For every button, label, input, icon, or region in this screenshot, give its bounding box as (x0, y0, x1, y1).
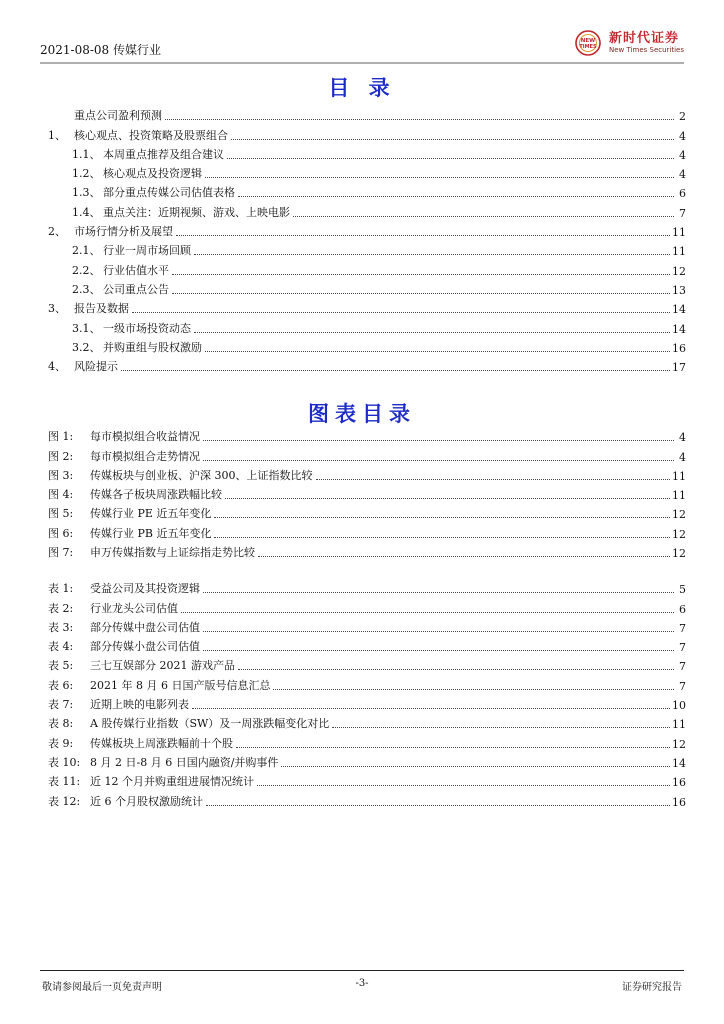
entry-title: 三七互娱部分 2021 游戏产品 (90, 659, 235, 673)
entry-number: 图 2: (48, 449, 74, 463)
table-entry[interactable] (48, 654, 686, 673)
dot-leader (227, 158, 674, 159)
entry-number: 表 7: (48, 698, 74, 712)
entry-page-number: 6 (679, 187, 686, 201)
entry-number: 表 9: (48, 736, 74, 750)
entry-page-number: 11 (672, 489, 686, 503)
toc-entry[interactable] (48, 239, 686, 258)
entry-page-number: 4 (679, 431, 686, 445)
dot-leader (203, 631, 674, 632)
entry-page-number: 7 (679, 641, 686, 655)
figures-title: 图表目录 (308, 401, 416, 426)
dot-leader (236, 747, 670, 748)
figures-list (48, 425, 686, 560)
dot-leader (257, 785, 670, 786)
dot-leader (172, 293, 670, 294)
entry-title: 并购重组与股权激励 (103, 340, 202, 354)
dot-leader (203, 460, 674, 461)
dot-leader (121, 370, 670, 371)
entry-title: 重点公司盈利预测 (74, 109, 162, 123)
entry-page-number: 11 (672, 718, 686, 732)
entry-title: 公司重点公告 (103, 282, 169, 296)
entry-title: 近期上映的电影列表 (90, 698, 189, 712)
entry-title: 8 月 2 日-8 月 6 日国内融资/并购事件 (90, 755, 279, 769)
dot-leader (225, 498, 670, 499)
entry-page-number: 4 (679, 450, 686, 464)
toc-entry[interactable] (48, 258, 686, 277)
table-entry[interactable] (48, 712, 686, 731)
entry-number: 图 3: (48, 468, 74, 482)
entry-page-number: 16 (672, 795, 686, 809)
entry-page-number: 12 (672, 508, 686, 522)
table-entry[interactable] (48, 673, 686, 692)
entry-page-number: 10 (672, 699, 686, 713)
entry-title: 核心观点、投资策略及股票组合 (74, 128, 228, 142)
entry-page-number: 12 (672, 264, 686, 278)
company-logo (571, 28, 684, 58)
dot-leader (132, 312, 670, 313)
entry-page-number: 4 (679, 168, 686, 182)
toc-entry[interactable] (48, 143, 686, 162)
entry-page-number: 7 (679, 679, 686, 693)
toc-title: 目 录 (328, 75, 396, 100)
dot-leader (194, 332, 670, 333)
figure-entry[interactable] (48, 502, 686, 521)
dot-leader (238, 196, 674, 197)
entry-number: 表 5: (48, 659, 74, 673)
table-entry[interactable] (48, 577, 686, 596)
entry-number: 1.1、 (72, 147, 101, 161)
entry-number: 2、 (48, 225, 66, 239)
entry-title: 部分重点传媒公司估值表格 (103, 186, 235, 200)
dot-leader (316, 479, 671, 480)
entry-title: 每市模拟组合收益情况 (90, 430, 200, 444)
toc-entry[interactable] (48, 104, 686, 123)
entry-page-number: 2 (679, 110, 686, 124)
entry-page-number: 14 (672, 756, 686, 770)
entry-number: 1.4、 (72, 205, 101, 219)
entry-number: 3.2、 (72, 340, 101, 354)
entry-title: 报告及数据 (74, 302, 129, 316)
dot-leader (206, 805, 670, 806)
entry-page-number: 11 (672, 245, 686, 259)
header-divider (40, 62, 684, 64)
entry-page-number: 17 (672, 361, 686, 375)
dot-leader (238, 669, 674, 670)
logo-english-name: New Times Securities (609, 46, 684, 54)
entry-number: 1.3、 (72, 186, 101, 200)
dot-leader (192, 708, 670, 709)
toc-entry[interactable] (48, 181, 686, 200)
svg-text:NEW: NEW (580, 38, 596, 44)
figure-entry[interactable] (48, 521, 686, 540)
entry-title: 行业估值水平 (103, 263, 169, 277)
toc-entry[interactable] (48, 316, 686, 335)
entry-title: 部分传媒中盘公司估值 (90, 620, 200, 634)
entry-title: 行业一周市场回顾 (103, 244, 191, 258)
table-entry[interactable] (48, 616, 686, 635)
entry-number: 表 1: (48, 582, 74, 596)
dot-leader (332, 727, 670, 728)
entry-page-number: 7 (679, 206, 686, 220)
figure-entry[interactable] (48, 444, 686, 463)
entry-page-number: 11 (672, 469, 686, 483)
entry-page-number: 4 (679, 148, 686, 162)
table-entry[interactable] (48, 693, 686, 712)
table-entry[interactable] (48, 751, 686, 770)
entry-title: 传媒行业 PE 近五年变化 (90, 507, 212, 521)
toc-entry[interactable] (48, 278, 686, 297)
entry-title: 核心观点及投资逻辑 (103, 167, 202, 181)
entry-page-number: 14 (672, 303, 686, 317)
entry-page-number: 5 (679, 583, 686, 597)
entry-number: 4、 (48, 360, 66, 374)
entry-title: 传媒板块与创业板、沪深 300、上证指数比较 (90, 468, 313, 482)
entry-number: 图 1: (48, 430, 74, 444)
entry-number: 表 8: (48, 717, 74, 731)
entry-number: 3、 (48, 302, 66, 316)
entry-number: 表 12: (48, 794, 81, 808)
table-entry[interactable] (48, 789, 686, 808)
toc-list (48, 104, 686, 374)
entry-title: 本周重点推荐及组合建议 (103, 147, 224, 161)
footer-disclaimer: 敬请参阅最后一页免责声明 (42, 982, 162, 993)
dot-leader (293, 216, 674, 217)
entry-number: 图 7: (48, 546, 74, 560)
entry-page-number: 16 (672, 776, 686, 790)
footer-divider (40, 970, 684, 971)
dot-leader (203, 650, 674, 651)
entry-title: 部分传媒小盘公司估值 (90, 640, 200, 654)
table-entry[interactable] (48, 770, 686, 789)
figure-entry[interactable] (48, 483, 686, 502)
dot-leader (203, 440, 674, 441)
entry-number: 2.1、 (72, 244, 101, 258)
entry-title: 传媒行业 PB 近五年变化 (90, 526, 212, 540)
dot-leader (205, 351, 670, 352)
dot-leader (205, 177, 674, 178)
new-times-logo-icon (571, 29, 605, 57)
entry-number: 图 5: (48, 507, 74, 521)
entry-number: 表 3: (48, 620, 74, 634)
entry-number: 1、 (48, 128, 66, 142)
entry-title: 申万传媒指数与上证综指走势比较 (90, 546, 255, 560)
table-entry[interactable] (48, 635, 686, 654)
dot-leader (172, 274, 670, 275)
tables-list (48, 577, 686, 809)
toc-entry[interactable] (48, 355, 686, 374)
toc-entry[interactable] (48, 220, 686, 239)
dot-leader (194, 254, 670, 255)
dot-leader (203, 592, 674, 593)
dot-leader (258, 556, 670, 557)
entry-page-number: 11 (672, 226, 686, 240)
entry-title: 受益公司及其投资逻辑 (90, 582, 200, 596)
dot-leader (165, 119, 674, 120)
entry-page-number: 12 (672, 547, 686, 561)
entry-page-number: 14 (672, 322, 686, 336)
toc-entry[interactable] (48, 297, 686, 316)
entry-title: 一级市场投资动态 (103, 321, 191, 335)
header-date-sector: 2021-08-08 传媒行业 (40, 43, 162, 57)
entry-title: 传媒板块上周涨跌幅前十个股 (90, 736, 233, 750)
figure-entry[interactable] (48, 464, 686, 483)
entry-number: 表 6: (48, 678, 74, 692)
toc-entry[interactable] (48, 200, 686, 219)
dot-leader (273, 689, 674, 690)
entry-number: 2.2、 (72, 263, 101, 277)
entry-title: 重点关注：近期视频、游戏、上映电影 (103, 205, 290, 219)
table-entry[interactable] (48, 596, 686, 615)
entry-title: 传媒各子板块周涨跌幅比较 (90, 488, 222, 502)
entry-number: 表 2: (48, 601, 74, 615)
toc-entry[interactable] (48, 336, 686, 355)
entry-page-number: 4 (679, 129, 686, 143)
entry-title: 近 6 个月股权激励统计 (90, 794, 203, 808)
figure-entry[interactable] (48, 425, 686, 444)
entry-page-number: 12 (672, 737, 686, 751)
entry-title: 每市模拟组合走势情况 (90, 449, 200, 463)
dot-leader (281, 766, 670, 767)
table-entry[interactable] (48, 731, 686, 750)
entry-title: 行业龙头公司估值 (90, 601, 178, 615)
entry-page-number: 16 (672, 341, 686, 355)
entry-number: 表 10: (48, 755, 81, 769)
footer-report-type: 证券研究报告 (622, 982, 682, 993)
entry-number: 表 4: (48, 640, 74, 654)
page-number: -3- (355, 978, 369, 989)
dot-leader (214, 537, 670, 538)
toc-entry[interactable] (48, 162, 686, 181)
logo-chinese-name: 新时代证券 (609, 31, 680, 46)
figure-entry[interactable] (48, 541, 686, 560)
entry-number: 1.2、 (72, 167, 101, 181)
svg-text:TIMES: TIMES (579, 44, 597, 50)
entry-number: 表 11: (48, 775, 81, 789)
entry-page-number: 6 (679, 602, 686, 616)
entry-title: 2021 年 8 月 6 日国产版号信息汇总 (90, 678, 271, 692)
entry-page-number: 7 (679, 660, 686, 674)
entry-page-number: 7 (679, 621, 686, 635)
entry-title: 风险提示 (74, 360, 118, 374)
entry-page-number: 12 (672, 527, 686, 541)
dot-leader (231, 139, 674, 140)
entry-number: 图 6: (48, 526, 74, 540)
dot-leader (214, 517, 670, 518)
entry-title: A 股传媒行业指数（SW）及一周涨跌幅变化对比 (90, 717, 330, 731)
entry-page-number: 13 (672, 283, 686, 297)
entry-title: 市场行情分析及展望 (74, 225, 173, 239)
entry-number: 3.1、 (72, 321, 101, 335)
entry-number: 图 4: (48, 488, 74, 502)
entry-title: 近 12 个月并购重组进展情况统计 (90, 775, 254, 789)
toc-entry[interactable] (48, 123, 686, 142)
dot-leader (181, 612, 674, 613)
page-header (40, 28, 684, 62)
dot-leader (176, 235, 670, 236)
entry-number: 2.3、 (72, 282, 101, 296)
